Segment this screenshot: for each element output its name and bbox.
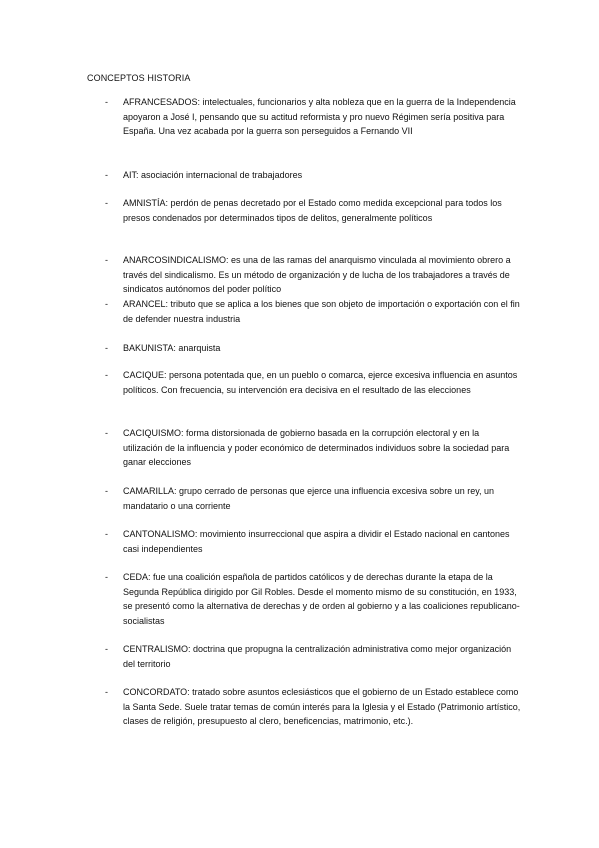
entry-text: CACIQUE: persona potentada que, en un pueblo o comarca, ejerce excesiva influencia en asuntos políticos. Con frecuencia, su intervención era decisiva en el resultado de las elecciones (123, 370, 518, 395)
entry-text: CANTONALISMO: movimiento insurreccional que aspira a dividir el Estado nacional en cantones casi independientes (123, 529, 510, 554)
entry-text: CONCORDATO: tratado sobre asuntos eclesiásticos que el gobierno de un Estado establece como la Santa Sede. Suele tratar temas de común interés para la Iglesia y el Estado (Patrimonio artístico, clases de religión, presupuesto al clero, beneficencias, matrimonio, etc.). (123, 687, 521, 727)
entry-text: CENTRALISMO: doctrina que propugna la centralización administrativa como mejor organización del territorio (123, 644, 512, 669)
bullet-dash: - (105, 343, 108, 353)
bullet-dash: - (105, 170, 108, 180)
entry-text: BAKUNISTA: anarquista (123, 343, 221, 353)
document-title: CONCEPTOS HISTORIA (87, 73, 191, 83)
entry-text: ARANCEL: tributo que se aplica a los bienes que son objeto de importación o exportación con el fin de defender nuestra industria (123, 299, 520, 324)
bullet-dash: - (105, 529, 108, 539)
bullet-dash: - (105, 572, 108, 582)
bullet-dash: - (105, 644, 108, 654)
entry-text: CAMARILLA: grupo cerrado de personas que ejerce una influencia excesiva sobre un rey, un mandatario o una corriente (123, 486, 495, 511)
bullet-dash: - (105, 198, 108, 208)
entry-text: CEDA: fue una coalición española de partidos católicos y de derechas durante la etapa de la Segunda República dirigido por Gil Robles. Desde el momento mismo de su constitución, en 1933, se presentó como la alternativa de derechas y de orden al gobierno y a las coaliciones republicano-socialistas (123, 572, 520, 626)
entry-text: CACIQUISMO: forma distorsionada de gobierno basada en la corrupción electoral y en la utilización de la influencia y poder económico de determinados individuos sobre la sociedad para ganar elecciones (123, 428, 510, 468)
entry-text: AFRANCESADOS: intelectuales, funcionarios y alta nobleza que en la guerra de la Independencia apoyaron a José I, pensando que su actitud reformista y pro nuevo Régimen sería positiva para España. Una vez acabada por la guerra son perseguidos a Fernando VII (123, 97, 516, 137)
bullet-dash: - (105, 370, 108, 380)
entry-text: ANARCOSINDICALISMO: es una de las ramas del anarquismo vinculada al movimiento obrero a través del sindicalismo. Es un método de organización y de lucha de los trabajadores a través de sindicatos autónomos del poder político (123, 255, 511, 295)
entry-text: AIT: asociación internacional de trabajadores (123, 170, 303, 180)
bullet-dash: - (105, 255, 108, 265)
entry-text: AMNISTÍA: perdón de penas decretado por el Estado como medida excepcional para todos los presos condenados por determinados tipos de delitos, generalmente políticos (123, 198, 502, 223)
bullet-dash: - (105, 97, 108, 107)
bullet-dash: - (105, 428, 108, 438)
bullet-dash: - (105, 687, 108, 697)
bullet-dash: - (105, 299, 108, 309)
bullet-dash: - (105, 486, 108, 496)
